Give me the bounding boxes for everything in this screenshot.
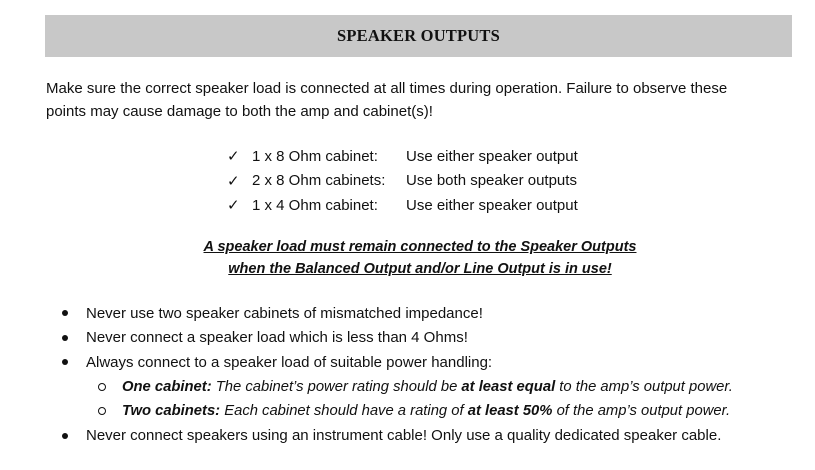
list-item-text: Never connect speakers using an instrument cable! Only use a quality dedicated speaker cable. (86, 427, 722, 445)
check-action: Use either speaker output (406, 196, 578, 214)
check-config: 1 x 8 Ohm cabinet: (252, 147, 378, 165)
intro-line: Make sure the correct speaker load is connected at all times during operation. Failure to observe these (46, 80, 728, 97)
circle-bullet-icon (98, 407, 106, 415)
sub-item-text (122, 379, 733, 395)
warning-line: when the Balanced Output and/or Line Output is in use! (228, 260, 612, 277)
bullet-icon (62, 310, 68, 316)
list-item (58, 424, 733, 449)
check-item (227, 169, 578, 194)
bullet-icon (62, 433, 68, 439)
page-title: SPEAKER OUTPUTS (337, 26, 500, 45)
intro-line: points may cause damage to both the amp and cabinet(s)! (46, 103, 433, 120)
sub-item-label: Two cabinets: (122, 403, 221, 420)
check-action: Use either speaker output (406, 147, 578, 165)
check-item (227, 144, 578, 169)
checkmark-icon: ✓ (227, 197, 240, 215)
check-config: 1 x 4 Ohm cabinet: (252, 196, 378, 214)
check-item (227, 193, 578, 218)
speaker-config-checklist (227, 144, 578, 218)
bullet-icon (62, 359, 68, 365)
bullet-icon (62, 335, 68, 341)
sub-item-pre: Each cabinet should have a rating of (220, 403, 468, 420)
check-action: Use both speaker outputs (406, 172, 577, 190)
warning-line: A speaker load must remain connected to the Speaker Outputs (203, 239, 637, 255)
warning-note (0, 237, 815, 280)
list-item-text: Never use two speaker cabinets of mismatched impedance! (86, 304, 483, 322)
list-item-text: Never connect a speaker load which is less than 4 Ohms! (86, 329, 468, 347)
checkmark-icon: ✓ (227, 148, 240, 166)
sub-item-post: to the amp’s output power. (555, 378, 733, 395)
list-item (58, 326, 733, 351)
sub-item-pre: The cabinet’s power rating should be (211, 378, 462, 395)
section-header (45, 15, 792, 57)
sub-item-text (122, 403, 730, 419)
intro-paragraph (46, 77, 793, 123)
sub-item-emphasis: at least equal (461, 378, 556, 395)
sub-list-item (58, 399, 733, 424)
sub-list-item (58, 375, 733, 400)
list-item (58, 350, 733, 375)
list-item-text: Always connect to a speaker load of suitable power handling: (86, 353, 493, 371)
list-item (58, 301, 733, 326)
circle-bullet-icon (98, 383, 106, 391)
checkmark-icon: ✓ (227, 172, 240, 190)
sub-item-emphasis: at least 50% (467, 403, 553, 420)
sub-item-post: of the amp’s output power. (552, 403, 731, 420)
check-config: 2 x 8 Ohm cabinets: (252, 172, 386, 190)
sub-item-label: One cabinet: (122, 378, 212, 395)
safety-bullet-list (58, 301, 733, 448)
